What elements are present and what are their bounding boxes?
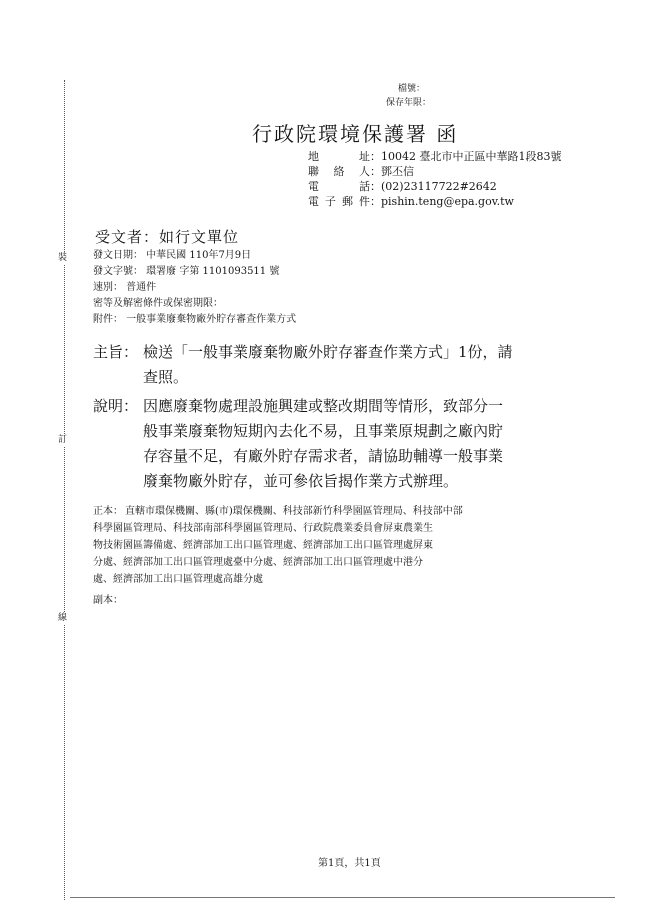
explanation-line-4: 廢棄物廠外貯存，並可參依旨揭作業方式辦理。	[143, 472, 459, 490]
document-title: 行政院環境保護署 函	[252, 122, 459, 146]
address-value: ：10042 臺北市中正區中華路1段83號	[370, 150, 562, 163]
phone-value: ：(02)23117722#2642	[370, 180, 497, 193]
binding-mark-zhuang: 裝	[58, 253, 68, 263]
subject-label: 主旨：	[93, 343, 139, 361]
contact-person-label: 聯絡人	[308, 165, 370, 178]
cc-main-line-5: 處、經濟部加工出口區管理處高雄分處	[93, 574, 263, 585]
issue-speed: 速別： 普通件	[93, 282, 157, 293]
address-label: 地址	[308, 150, 370, 163]
binding-mark-xian: 線	[58, 613, 68, 623]
binding-line	[64, 80, 65, 900]
phone-line	[308, 179, 497, 194]
issue-attachment: 附件： 一般事業廢棄物廠外貯存審查作業方式	[93, 314, 297, 325]
issue-date: 發文日期： 中華民國 110年7月9日	[93, 250, 252, 261]
issue-security: 密等及解密條件或保密期限：	[93, 298, 223, 309]
email-label: 電子郵件	[308, 195, 370, 208]
file-number-label: 檔號：	[398, 84, 426, 94]
subject-line-2: 查照。	[143, 368, 189, 386]
cc-main-line-3: 物技術園區籌備處、經濟部加工出口區管理處、經濟部加工出口區管理處屏東	[93, 540, 433, 551]
cc-copy-label: 副本：	[93, 595, 123, 606]
email-value: ：pishin.teng@epa.gov.tw	[370, 195, 514, 208]
address-line	[308, 149, 561, 164]
contact-person-line	[308, 164, 414, 179]
phone-label: 電話	[308, 180, 370, 193]
receiver: 受文者：如行文單位	[95, 228, 240, 246]
email-line	[308, 194, 514, 209]
contact-person-value: ：鄧丕信	[370, 165, 414, 178]
explanation-line-1: 因應廢棄物處理設施興建或整改期間等情形，致部分一	[143, 397, 504, 415]
binding-mark-ding: 訂	[58, 435, 68, 445]
issue-number: 發文字號： 環署廢 字第 1101093511 號	[93, 266, 280, 277]
explanation-line-2: 般事業廢棄物短期內去化不易，且事業原規劃之廠內貯	[143, 422, 504, 440]
subject-line-1: 檢送「一般事業廢棄物廠外貯存審查作業方式」1份，請	[143, 343, 513, 361]
cc-main-label: 正本：	[93, 506, 123, 517]
explanation-line-3: 存容量不足，有廠外貯存需求者，請協助輔導一般事業	[143, 447, 504, 465]
footer-rule	[70, 897, 615, 898]
explanation-label: 說明：	[93, 397, 139, 415]
page-number: 第1頁，共1頁	[318, 858, 381, 869]
cc-main-line-4: 分處、經濟部加工出口區管理處臺中分處、經濟部加工出口區管理處中港分	[93, 557, 423, 568]
cc-main-line-2: 科學園區管理局、科技部南部科學園區管理局、行政院農業委員會屏東農業生	[93, 523, 433, 534]
retention-label: 保存年限：	[386, 98, 432, 108]
cc-main-line-1: 直轄市環保機關、縣(市)環保機關、科技部新竹科學園區管理局、科技部中部	[125, 506, 463, 517]
